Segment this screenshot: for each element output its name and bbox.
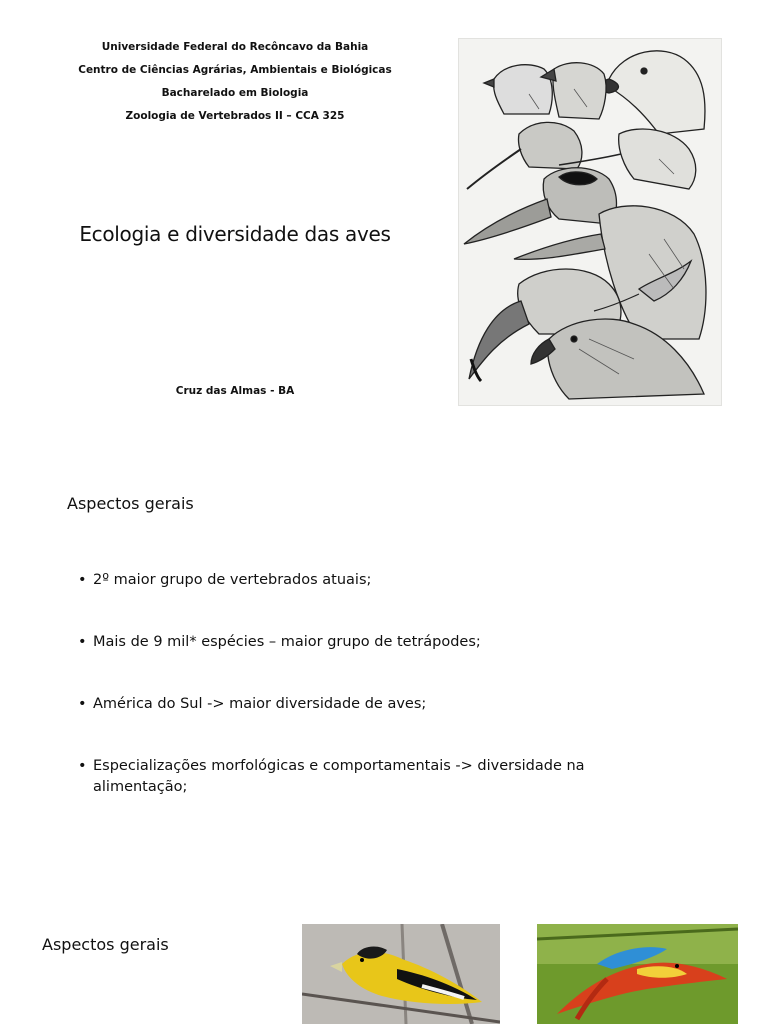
bullet-icon: • bbox=[78, 634, 87, 650]
bullet-item bbox=[78, 570, 638, 591]
bullet-icon: • bbox=[78, 758, 87, 774]
macaw-photo bbox=[537, 924, 738, 1024]
macaw-drawing bbox=[537, 924, 738, 1024]
center-name: Centro de Ciências Agrárias, Ambientais e Biológicas bbox=[78, 64, 392, 76]
bullet-text: Mais de 9 mil* espécies – maior grupo de tetrápodes; bbox=[93, 634, 481, 650]
course-name: Bacharelado em Biologia bbox=[161, 87, 309, 99]
university-name: Universidade Federal do Recôncavo da Bahia bbox=[101, 41, 369, 53]
grosbeak-photo bbox=[302, 924, 500, 1024]
bullet-icon: • bbox=[78, 572, 87, 588]
slide-2-title: Aspectos gerais bbox=[67, 494, 194, 513]
bullet-icon: • bbox=[78, 696, 87, 712]
bird-heads-illustration bbox=[458, 38, 722, 406]
slide-title: Ecologia e diversidade das aves bbox=[79, 222, 391, 246]
bullet-text: 2º maior grupo de vertebrados atuais; bbox=[93, 572, 372, 588]
bullet-text: Especializações morfológicas e comportamentais -> diversidade na alimentação; bbox=[93, 758, 585, 795]
slide-3-title: Aspectos gerais bbox=[42, 935, 169, 954]
city-label: Cruz das Almas - BA bbox=[175, 385, 295, 397]
bullet-item bbox=[78, 694, 638, 715]
bullet-text: América do Sul -> maior diversidade de aves; bbox=[93, 696, 427, 712]
bird-heads-drawing bbox=[459, 39, 721, 405]
bullet-item bbox=[78, 632, 638, 653]
discipline-name: Zoologia de Vertebrados II – CCA 325 bbox=[125, 110, 345, 122]
bullet-item bbox=[78, 756, 638, 798]
grosbeak-drawing bbox=[302, 924, 500, 1024]
